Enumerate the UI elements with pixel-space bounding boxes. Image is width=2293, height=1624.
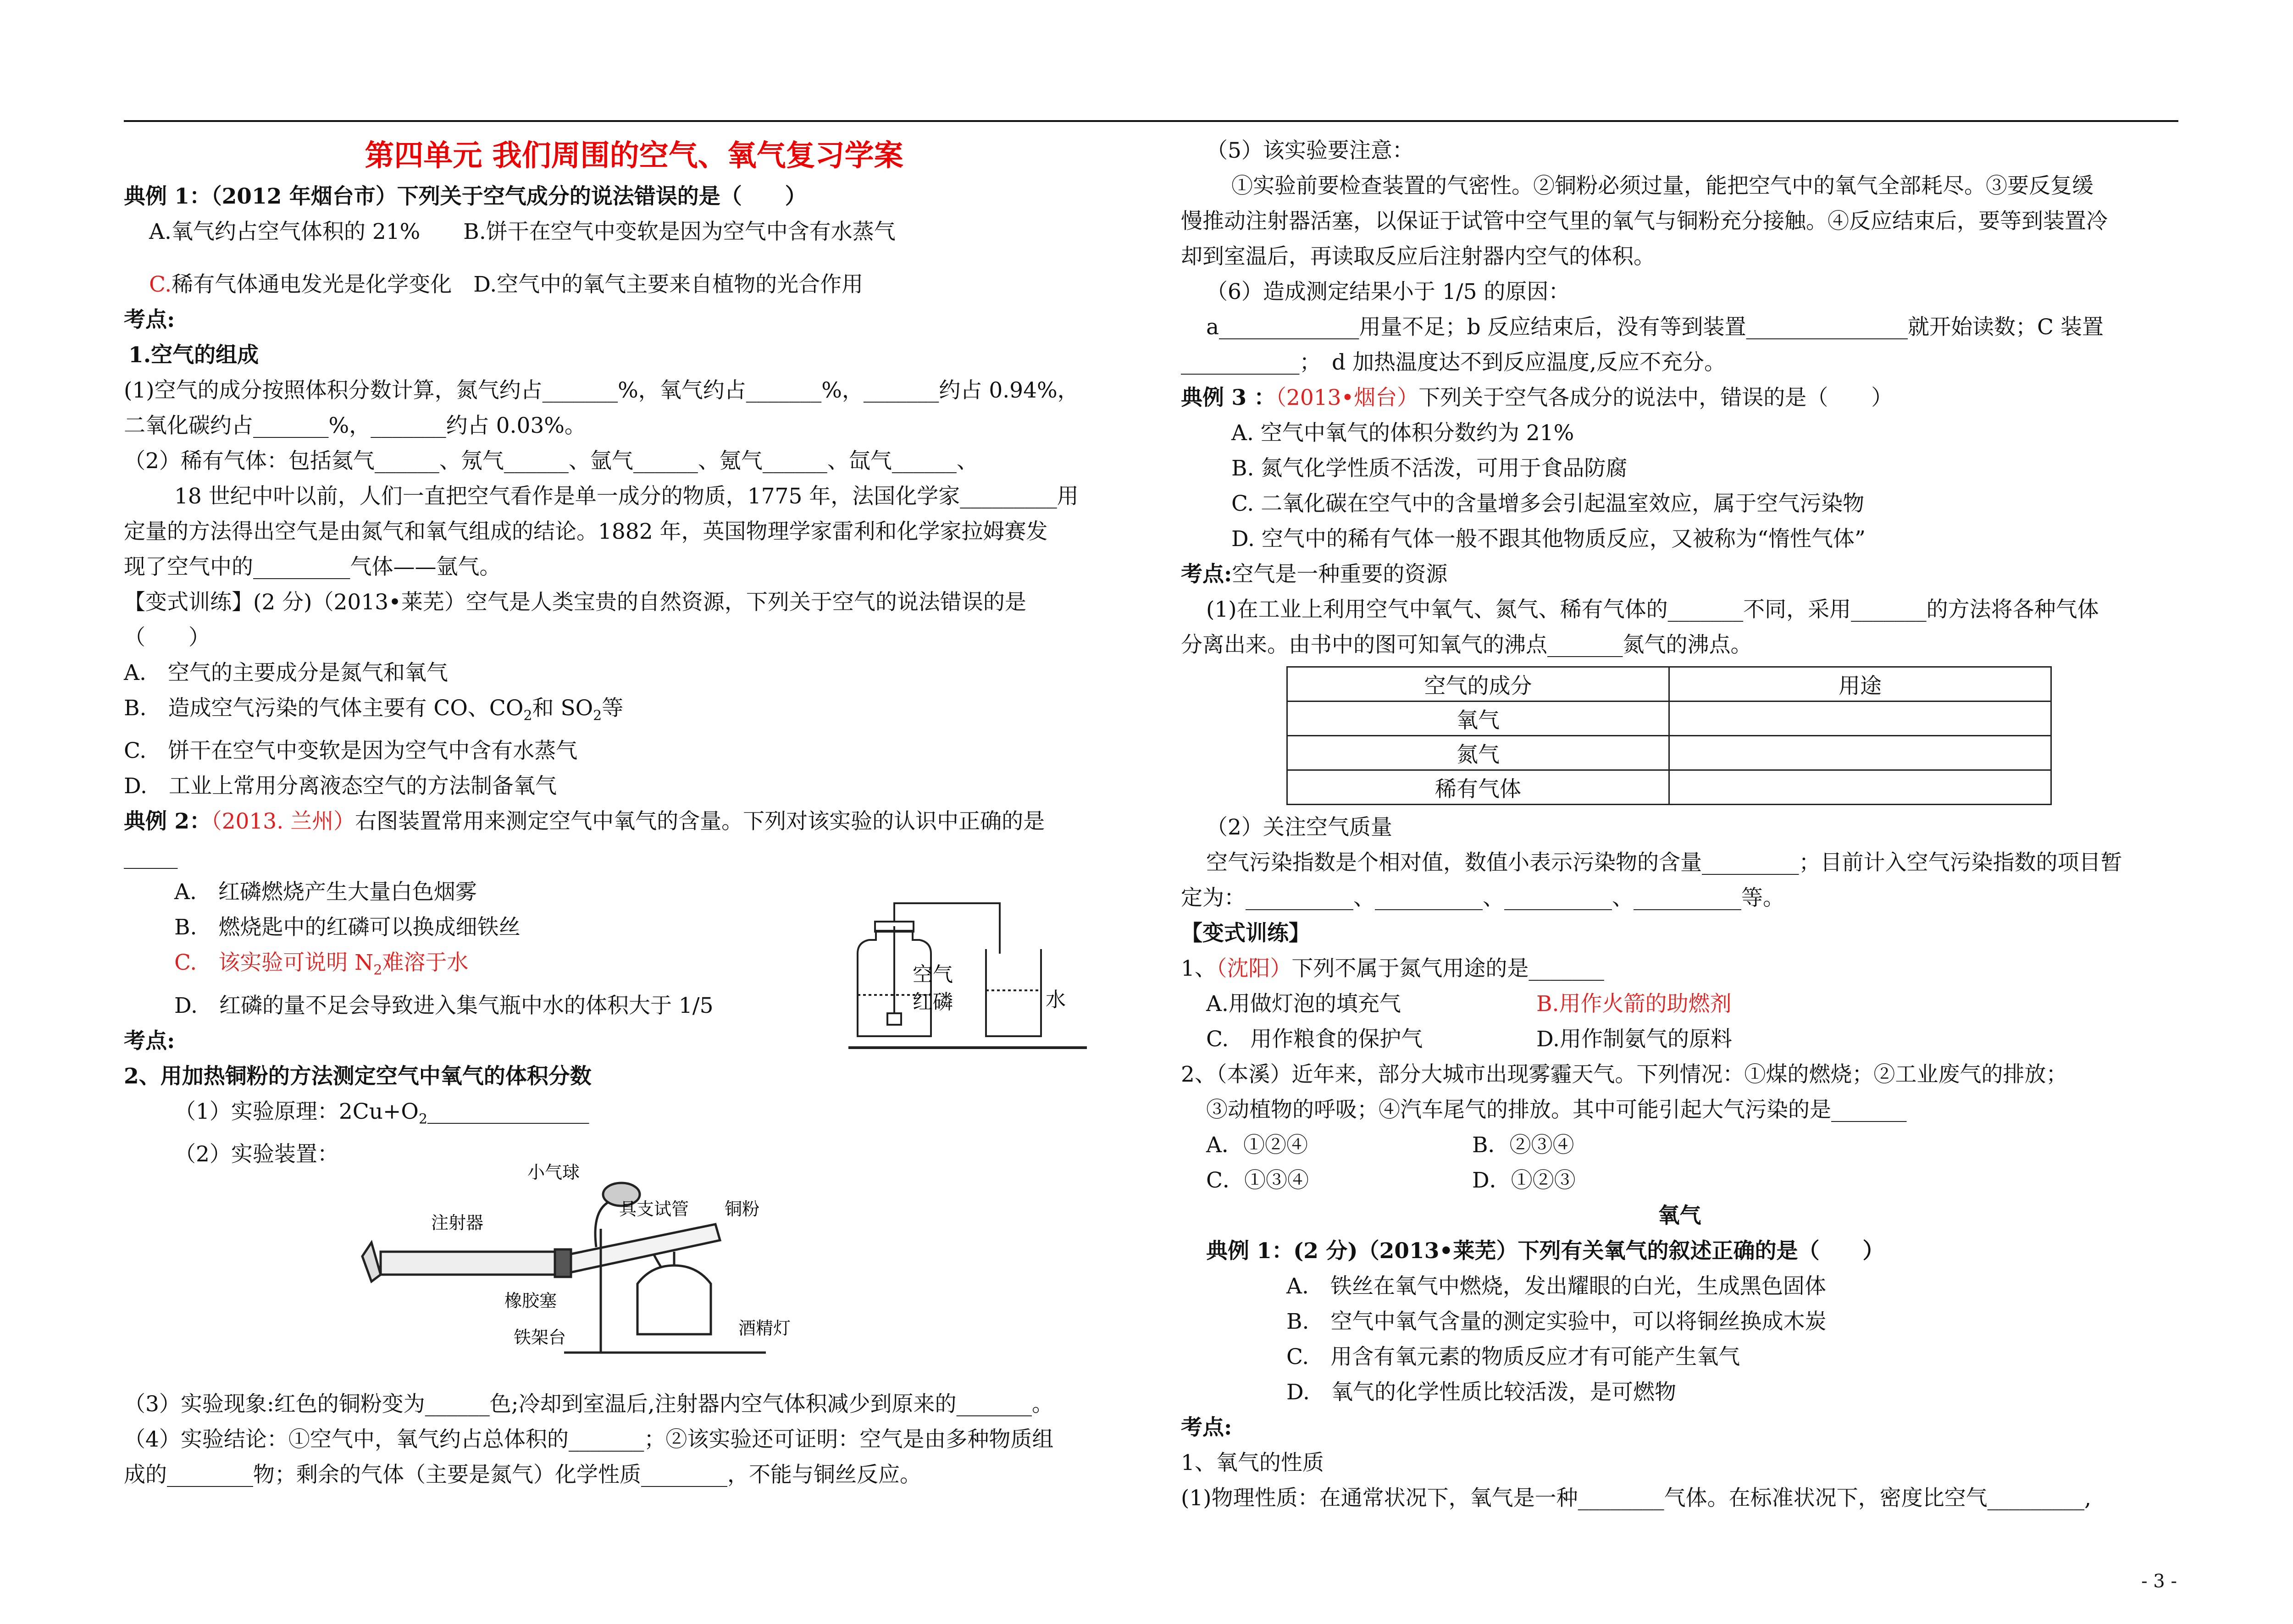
question-2-option-a: A．①②④	[1206, 1132, 1308, 1158]
table-cell: 氧气	[1287, 702, 1669, 736]
question-2-option-c: C．①③④	[1206, 1168, 1309, 1193]
section-2-heading: 2、用加热铜粉的方法测定空气中氧气的体积分数	[124, 1063, 592, 1089]
table-cell: 氮气	[1287, 736, 1669, 770]
note-5-line-a: ①实验前要检查装置的气密性。②铜粉必须过量，能把空气中的氧气全部耗尽。③要反复缓	[1231, 173, 2094, 199]
label-rubber-stopper: 橡胶塞	[504, 1291, 557, 1311]
label-red-phosphorus: 红磷	[913, 990, 953, 1014]
label-branch-tube: 具支试管	[619, 1199, 689, 1219]
kaodian-label: 考点:	[124, 307, 175, 332]
oxygen-physical-properties: (1)物理性质：在通常状况下，氧气是一种________气体。在标准状况下，密度比空气_________,	[1181, 1486, 2092, 1511]
table-row	[1287, 702, 2051, 736]
page-title: 第四单元 我们周围的空气、氧气复习学案	[365, 139, 903, 173]
example-2-option-d: D. 红磷的量不足会导致进入集气瓶中水的体积大于 1/5	[174, 993, 714, 1018]
label-iron-stand: 铁架台	[514, 1327, 566, 1348]
right-column	[1181, 133, 2178, 1516]
example-2-option-a: A. 红磷燃烧产生大量白色烟雾	[174, 879, 477, 905]
note-6-line-a: a_____________用量不足；b 反应结束后，没有等到装置_______________就开始读数；C 装置	[1206, 315, 2104, 340]
example-1-options-cd-text: 稀有气体通电发光是化学变化 D.空气中的氧气主要来自植物的光合作用	[172, 272, 864, 297]
air-uses-table	[1286, 666, 2052, 805]
experiment-conclusion-b: 成的________物；剩余的气体（主要是氮气）化学性质________，不能与铜丝反应。	[124, 1462, 921, 1488]
example-1-options-ab: A.氧气约占空气体积的 21% B.饼干在空气中变软是因为空气中含有水蒸气	[149, 219, 896, 244]
label-balloon: 小气球	[527, 1162, 580, 1182]
question-2-options-ab	[1181, 1127, 2178, 1163]
question-1-option-c: C. 用作粮食的保护气	[1206, 1027, 1423, 1052]
variant-training-1: 【变式训练】(2 分)（2013•莱芜）空气是人类宝贵的自然资源，下列关于空气的说法错误的是	[124, 590, 1026, 615]
question-2-line-a: 2、（本溪）近年来，部分大城市出现雾霾天气。下列情况：①煤的燃烧；②工业废气的排放；	[1181, 1062, 2068, 1087]
oxygen-example-option-a: A. 铁丝在氧气中燃烧，发出耀眼的白光，生成黑色固体	[1286, 1274, 1826, 1299]
experiment-phenomenon: （3）实验现象:红色的铜粉变为______色;冷却到室温后,注射器内空气体积减少到原来的_______。	[124, 1392, 1054, 1417]
air-quality-line-a: 空气污染指数是个相对值，数值小表示污染物的含量_________；目前计入空气污染指数的项目暂	[1206, 850, 2122, 875]
label-syringe: 注射器	[431, 1213, 484, 1233]
example-2-blank: _____	[124, 844, 178, 870]
note-6-line-b: ___________； d 加热温度达不到反应温度,反应不充分。	[1181, 350, 1726, 375]
paragraph-1a: (1)空气的成分按照体积分数计算，氮气约占_______%，氧气约占_______%，_______约占 0.94%，	[124, 378, 1079, 403]
experiment-conclusion-a: （4）实验结论：①空气中，氧气约占总体积的_______；②该实验还可证明：空气是由多种物质组	[124, 1427, 1054, 1453]
variant-option-d: D. 工业上常用分离液态空气的方法制备氧气	[124, 773, 557, 799]
variant-training-1-paren: （ ）	[124, 625, 210, 650]
subscript: 2	[373, 962, 382, 978]
table-header: 空气的成分	[1287, 667, 1669, 702]
example-3-option-d: D. 空气中的稀有气体一般不跟其他物质反应，又被称为“惰性气体”	[1231, 526, 1866, 552]
kaodian-label: 考点:	[124, 1028, 175, 1054]
question-1-source: （沈阳）	[1216, 956, 1292, 981]
example-2-question	[124, 804, 1144, 839]
note-6-heading: （6）造成测定结果小于 1/5 的原因：	[1206, 279, 1570, 304]
resource-line-a: (1)在工业上利用空气中氧气、氮气、稀有气体的_______不同，采用_______的方法将各种气体	[1206, 597, 2099, 622]
paragraph-2: （2）稀有气体：包括氦气______、氖气______、氩气______、氪气______、氙气______、	[124, 448, 978, 474]
question-2-options-cd	[1181, 1163, 2178, 1198]
question-2-option-b: B．②③④	[1472, 1132, 1574, 1158]
example-2-option-c-text2: 难溶于水	[382, 950, 469, 976]
example-2-label: 典例 2：	[124, 809, 211, 834]
oxygen-example-question: 典例 1：(2 分)（2013•莱芜）下列有关氧气的叙述正确的是（ ）	[1206, 1238, 1884, 1264]
oxygen-example-option-b: B. 空气中氧气含量的测定实验中，可以将铜丝换成木炭	[1286, 1309, 1827, 1334]
label-alcohol-lamp: 酒精灯	[738, 1318, 791, 1338]
table-cell: 稀有气体	[1287, 770, 1669, 805]
experiment-principle-text: （1）实验原理：2Cu+O	[174, 1099, 419, 1124]
table-header: 用途	[1669, 667, 2051, 702]
top-rule	[124, 120, 2178, 122]
paragraph-1b: 二氧化碳约占_______%，_______约占 0.03%。	[124, 413, 586, 438]
question-2-option-d: D．①②③	[1472, 1168, 1576, 1193]
question-1-options-cd	[1181, 1022, 2178, 1057]
paragraph-3b: 定量的方法得出空气是由氮气和氧气组成的结论。1882 年，英国物理学家雷利和化学家拉姆赛发	[124, 519, 1048, 544]
subscript: 2	[418, 1111, 428, 1127]
example-3-option-c: C. 二氧化碳在空气中的含量增多会引起温室效应，属于空气污染物	[1231, 491, 1865, 516]
table-cell	[1669, 736, 2051, 770]
note-5-heading: （5）该实验要注意：	[1206, 138, 1414, 163]
question-2-line-b: ③动植物的呼吸；④汽车尾气的排放。其中可能引起大气污染的是_______	[1206, 1097, 1907, 1122]
variant-option-a: A. 空气的主要成分是氮气和氧气	[124, 660, 448, 685]
question-1-text: 下列不属于氮气用途的是_______	[1291, 956, 1604, 981]
kaodian-resource	[1181, 557, 2178, 592]
table-cell	[1669, 770, 2051, 805]
table-cell	[1669, 702, 2051, 736]
copper-heating-apparatus-figure	[353, 1160, 812, 1371]
subscript: 2	[523, 707, 532, 724]
experiment-principle	[124, 1094, 1144, 1137]
variant-option-c: C. 饼干在空气中变软是因为空气中含有水蒸气	[124, 738, 578, 764]
question-1-option-b: B.用作火箭的助燃剂	[1536, 991, 1732, 1016]
example-1-options-cd	[124, 267, 1144, 302]
note-5-line-b: 慢推动注射器活塞，以保证于试管中空气里的氧气与铜粉充分接触。④反应结束后，要等到装置冷	[1181, 209, 2108, 234]
example-3-label: 典例 3 ：	[1181, 385, 1276, 410]
variant-option-b-text3: 等	[602, 696, 624, 721]
oxygen-example-option-c: C. 用含有氧元素的物质反应才有可能产生氧气	[1286, 1344, 1740, 1370]
variant-option-b-text: B. 造成空气污染的气体主要有 CO、CO	[124, 696, 524, 721]
table-row	[1287, 770, 2051, 805]
example-3-option-b: B. 氮气化学性质不活泼，可用于食品防腐	[1231, 456, 1628, 481]
gas-bottle-apparatus-figure	[848, 899, 1087, 1064]
example-2-text: 右图装置常用来测定空气中氧气的含量。下列对该实验的认识中正确的是	[355, 809, 1045, 834]
variant-option-b-text2: 和 SO	[532, 696, 593, 721]
section-1-heading: 1.空气的组成	[128, 342, 259, 368]
oxygen-properties-heading: 1、氧气的性质	[1181, 1450, 1324, 1475]
example-3-option-a: A. 空气中氧气的体积分数约为 21%	[1231, 420, 1574, 446]
example-3-text: 下列关于空气各成分的说法中，错误的是（ ）	[1418, 385, 1893, 410]
paragraph-3a: 18 世纪中叶以前，人们一直把空气看作是单一成分的物质，1775 年，法国化学家_________用	[174, 484, 1079, 509]
label-copper-powder: 铜粉	[725, 1199, 760, 1219]
kaodian-label: 考点:	[1181, 562, 1232, 587]
kaodian-label: 考点:	[1181, 1415, 1232, 1440]
question-1-option-d: D.用作制氨气的原料	[1536, 1027, 1732, 1052]
option-c-marker: C.	[149, 272, 172, 297]
air-quality-line-b: 定为：__________、__________、__________、__________等。	[1181, 885, 1784, 911]
label-air: 空气	[913, 963, 953, 986]
example-3-question	[1181, 380, 2178, 415]
page-number: - 3 -	[2141, 1571, 2177, 1592]
table-row	[1287, 736, 2051, 770]
question-1-option-a: A.用做灯泡的填充气	[1206, 991, 1401, 1016]
question-1	[1181, 951, 2178, 986]
example-1-question: 典例 1：（2012 年烟台市）下列关于空气成分的说法错误的是（ ）	[124, 184, 807, 209]
experiment-apparatus-label: （2）实验装置：	[174, 1142, 339, 1167]
subscript: 2	[593, 707, 602, 724]
experiment-principle-blank: _______________	[427, 1099, 589, 1124]
variant-option-b	[124, 690, 1144, 733]
example-2-option-c-text: C. 该实验可说明 N	[174, 950, 374, 976]
example-3-source: （2013•烟台）	[1275, 385, 1419, 410]
air-quality-heading: （2）关注空气质量	[1206, 815, 1392, 840]
question-1-number: 1、	[1181, 956, 1216, 981]
example-2-option-b: B. 燃烧匙中的红磷可以换成细铁丝	[174, 915, 521, 940]
note-5-line-c: 却到室温后，再读取反应后注射器内空气的体积。	[1181, 244, 1655, 269]
oxygen-section-title: 氧气	[1658, 1203, 1701, 1228]
label-water: 水	[1046, 988, 1066, 1011]
variant-training-2: 【变式训练】	[1181, 921, 1310, 946]
oxygen-example-option-d: D. 氧气的化学性质比较活泼，是可燃物	[1286, 1380, 1676, 1405]
resource-line-b: 分离出来。由书中的图可知氧气的沸点_______氮气的沸点。	[1181, 632, 1752, 657]
kaodian-text: 空气是一种重要的资源	[1232, 562, 1448, 587]
question-1-options-ab	[1181, 986, 2178, 1022]
example-2-source: （2013. 兰州）	[211, 809, 355, 834]
paragraph-3c: 现了空气中的_________气体——氩气。	[124, 554, 501, 580]
